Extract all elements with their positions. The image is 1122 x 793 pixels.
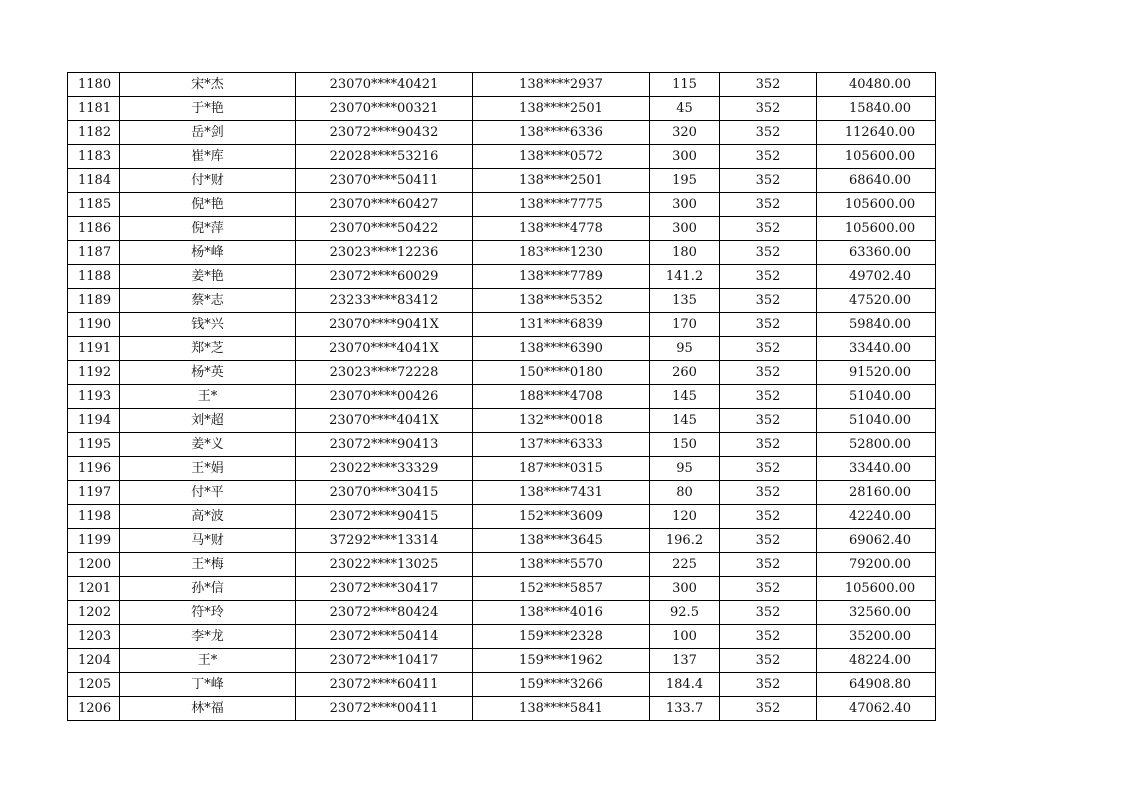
table-row — [68, 625, 936, 649]
amount-cell: 47520.00 — [817, 289, 936, 313]
unit-price-cell: 352 — [720, 673, 817, 697]
row-number-cell: 1189 — [68, 289, 120, 313]
name-cell: 岳*剑 — [120, 121, 296, 145]
quantity-cell: 141.2 — [650, 265, 720, 289]
name-cell: 符*玲 — [120, 601, 296, 625]
row-number-cell: 1198 — [68, 505, 120, 529]
phone-cell: 152****3609 — [473, 505, 650, 529]
amount-cell: 112640.00 — [817, 121, 936, 145]
row-number-cell: 1191 — [68, 337, 120, 361]
phone-cell: 138****7789 — [473, 265, 650, 289]
quantity-cell: 100 — [650, 625, 720, 649]
table-row — [68, 121, 936, 145]
row-number-cell: 1201 — [68, 577, 120, 601]
table-row — [68, 697, 936, 721]
phone-cell: 152****5857 — [473, 577, 650, 601]
unit-price-cell: 352 — [720, 409, 817, 433]
row-number-cell: 1187 — [68, 241, 120, 265]
unit-price-cell: 352 — [720, 385, 817, 409]
quantity-cell: 184.4 — [650, 673, 720, 697]
quantity-cell: 133.7 — [650, 697, 720, 721]
id-number-cell: 37292****13314 — [296, 529, 473, 553]
amount-cell: 28160.00 — [817, 481, 936, 505]
table-row — [68, 529, 936, 553]
amount-cell: 59840.00 — [817, 313, 936, 337]
table-row — [68, 193, 936, 217]
table-row — [68, 457, 936, 481]
name-cell: 王* — [120, 385, 296, 409]
amount-cell: 15840.00 — [817, 97, 936, 121]
unit-price-cell: 352 — [720, 265, 817, 289]
name-cell: 郑*芝 — [120, 337, 296, 361]
amount-cell: 64908.80 — [817, 673, 936, 697]
table-row — [68, 577, 936, 601]
phone-cell: 159****2328 — [473, 625, 650, 649]
id-number-cell: 23023****12236 — [296, 241, 473, 265]
table-row — [68, 145, 936, 169]
row-number-cell: 1183 — [68, 145, 120, 169]
name-cell: 崔*库 — [120, 145, 296, 169]
amount-cell: 68640.00 — [817, 169, 936, 193]
name-cell: 付*财 — [120, 169, 296, 193]
phone-cell: 138****6390 — [473, 337, 650, 361]
name-cell: 宋*杰 — [120, 73, 296, 97]
name-cell: 高*波 — [120, 505, 296, 529]
unit-price-cell: 352 — [720, 577, 817, 601]
name-cell: 王*娟 — [120, 457, 296, 481]
id-number-cell: 23072****90432 — [296, 121, 473, 145]
row-number-cell: 1197 — [68, 481, 120, 505]
unit-price-cell: 352 — [720, 289, 817, 313]
row-number-cell: 1200 — [68, 553, 120, 577]
row-number-cell: 1196 — [68, 457, 120, 481]
id-number-cell: 23022****33329 — [296, 457, 473, 481]
quantity-cell: 135 — [650, 289, 720, 313]
phone-cell: 159****3266 — [473, 673, 650, 697]
unit-price-cell: 352 — [720, 361, 817, 385]
id-number-cell: 23072****50414 — [296, 625, 473, 649]
unit-price-cell: 352 — [720, 457, 817, 481]
row-number-cell: 1203 — [68, 625, 120, 649]
name-cell: 刘*超 — [120, 409, 296, 433]
table-row — [68, 673, 936, 697]
id-number-cell: 23070****50422 — [296, 217, 473, 241]
table-row — [68, 313, 936, 337]
phone-cell: 138****7431 — [473, 481, 650, 505]
phone-cell: 138****7775 — [473, 193, 650, 217]
id-number-cell: 23072****60411 — [296, 673, 473, 697]
quantity-cell: 260 — [650, 361, 720, 385]
unit-price-cell: 352 — [720, 481, 817, 505]
phone-cell: 132****0018 — [473, 409, 650, 433]
amount-cell: 48224.00 — [817, 649, 936, 673]
id-number-cell: 23070****4041X — [296, 409, 473, 433]
amount-cell: 105600.00 — [817, 577, 936, 601]
amount-cell: 40480.00 — [817, 73, 936, 97]
phone-cell: 138****6336 — [473, 121, 650, 145]
phone-cell: 187****0315 — [473, 457, 650, 481]
name-cell: 王*梅 — [120, 553, 296, 577]
row-number-cell: 1195 — [68, 433, 120, 457]
id-number-cell: 22028****53216 — [296, 145, 473, 169]
table-row — [68, 409, 936, 433]
id-number-cell: 23070****00321 — [296, 97, 473, 121]
quantity-cell: 145 — [650, 409, 720, 433]
id-number-cell: 23070****50411 — [296, 169, 473, 193]
table-row — [68, 481, 936, 505]
table-row — [68, 361, 936, 385]
quantity-cell: 300 — [650, 577, 720, 601]
amount-cell: 33440.00 — [817, 457, 936, 481]
quantity-cell: 196.2 — [650, 529, 720, 553]
amount-cell: 47062.40 — [817, 697, 936, 721]
row-number-cell: 1186 — [68, 217, 120, 241]
id-number-cell: 23070****4041X — [296, 337, 473, 361]
phone-cell: 138****5352 — [473, 289, 650, 313]
unit-price-cell: 352 — [720, 313, 817, 337]
table-row — [68, 553, 936, 577]
name-cell: 杨*英 — [120, 361, 296, 385]
id-number-cell: 23070****60427 — [296, 193, 473, 217]
unit-price-cell: 352 — [720, 505, 817, 529]
id-number-cell: 23072****90415 — [296, 505, 473, 529]
phone-cell: 138****5570 — [473, 553, 650, 577]
phone-cell: 131****6839 — [473, 313, 650, 337]
id-number-cell: 23072****90413 — [296, 433, 473, 457]
amount-cell: 69062.40 — [817, 529, 936, 553]
unit-price-cell: 352 — [720, 169, 817, 193]
amount-cell: 32560.00 — [817, 601, 936, 625]
table-row — [68, 73, 936, 97]
table-body — [68, 73, 936, 721]
unit-price-cell: 352 — [720, 217, 817, 241]
amount-cell: 79200.00 — [817, 553, 936, 577]
quantity-cell: 300 — [650, 217, 720, 241]
phone-cell: 138****4778 — [473, 217, 650, 241]
quantity-cell: 120 — [650, 505, 720, 529]
amount-cell: 63360.00 — [817, 241, 936, 265]
row-number-cell: 1194 — [68, 409, 120, 433]
name-cell: 姜*义 — [120, 433, 296, 457]
phone-cell: 150****0180 — [473, 361, 650, 385]
phone-cell: 137****6333 — [473, 433, 650, 457]
quantity-cell: 145 — [650, 385, 720, 409]
table-row — [68, 601, 936, 625]
row-number-cell: 1193 — [68, 385, 120, 409]
unit-price-cell: 352 — [720, 193, 817, 217]
quantity-cell: 95 — [650, 457, 720, 481]
unit-price-cell: 352 — [720, 433, 817, 457]
name-cell: 马*财 — [120, 529, 296, 553]
id-number-cell: 23022****13025 — [296, 553, 473, 577]
name-cell: 王* — [120, 649, 296, 673]
row-number-cell: 1182 — [68, 121, 120, 145]
amount-cell: 105600.00 — [817, 217, 936, 241]
id-number-cell: 23072****10417 — [296, 649, 473, 673]
table-row — [68, 505, 936, 529]
quantity-cell: 300 — [650, 145, 720, 169]
id-number-cell: 23070****30415 — [296, 481, 473, 505]
quantity-cell: 95 — [650, 337, 720, 361]
quantity-cell: 180 — [650, 241, 720, 265]
quantity-cell: 115 — [650, 73, 720, 97]
unit-price-cell: 352 — [720, 97, 817, 121]
name-cell: 李*龙 — [120, 625, 296, 649]
id-number-cell: 23070****40421 — [296, 73, 473, 97]
unit-price-cell: 352 — [720, 649, 817, 673]
row-number-cell: 1180 — [68, 73, 120, 97]
table-row — [68, 97, 936, 121]
name-cell: 钱*兴 — [120, 313, 296, 337]
phone-cell: 138****4016 — [473, 601, 650, 625]
name-cell: 姜*艳 — [120, 265, 296, 289]
id-number-cell: 23023****72228 — [296, 361, 473, 385]
quantity-cell: 170 — [650, 313, 720, 337]
table-row — [68, 289, 936, 313]
quantity-cell: 225 — [650, 553, 720, 577]
row-number-cell: 1188 — [68, 265, 120, 289]
phone-cell: 138****0572 — [473, 145, 650, 169]
amount-cell: 49702.40 — [817, 265, 936, 289]
row-number-cell: 1184 — [68, 169, 120, 193]
name-cell: 丁*峰 — [120, 673, 296, 697]
unit-price-cell: 352 — [720, 145, 817, 169]
amount-cell: 52800.00 — [817, 433, 936, 457]
phone-cell: 159****1962 — [473, 649, 650, 673]
phone-cell: 138****2501 — [473, 169, 650, 193]
amount-cell: 105600.00 — [817, 145, 936, 169]
row-number-cell: 1192 — [68, 361, 120, 385]
amount-cell: 33440.00 — [817, 337, 936, 361]
table-row — [68, 649, 936, 673]
row-number-cell: 1199 — [68, 529, 120, 553]
unit-price-cell: 352 — [720, 337, 817, 361]
row-number-cell: 1205 — [68, 673, 120, 697]
id-number-cell: 23070****9041X — [296, 313, 473, 337]
name-cell: 孙*信 — [120, 577, 296, 601]
unit-price-cell: 352 — [720, 121, 817, 145]
id-number-cell: 23072****60029 — [296, 265, 473, 289]
name-cell: 付*平 — [120, 481, 296, 505]
amount-cell: 42240.00 — [817, 505, 936, 529]
row-number-cell: 1206 — [68, 697, 120, 721]
amount-cell: 51040.00 — [817, 385, 936, 409]
row-number-cell: 1185 — [68, 193, 120, 217]
amount-cell: 105600.00 — [817, 193, 936, 217]
row-number-cell: 1204 — [68, 649, 120, 673]
table-row — [68, 385, 936, 409]
name-cell: 倪*艳 — [120, 193, 296, 217]
table-row — [68, 433, 936, 457]
phone-cell: 183****1230 — [473, 241, 650, 265]
row-number-cell: 1190 — [68, 313, 120, 337]
quantity-cell: 45 — [650, 97, 720, 121]
quantity-cell: 92.5 — [650, 601, 720, 625]
quantity-cell: 150 — [650, 433, 720, 457]
table-row — [68, 337, 936, 361]
quantity-cell: 195 — [650, 169, 720, 193]
id-number-cell: 23072****00411 — [296, 697, 473, 721]
unit-price-cell: 352 — [720, 625, 817, 649]
id-number-cell: 23233****83412 — [296, 289, 473, 313]
unit-price-cell: 352 — [720, 241, 817, 265]
table-row — [68, 169, 936, 193]
row-number-cell: 1202 — [68, 601, 120, 625]
quantity-cell: 137 — [650, 649, 720, 673]
unit-price-cell: 352 — [720, 73, 817, 97]
table-row — [68, 265, 936, 289]
row-number-cell: 1181 — [68, 97, 120, 121]
id-number-cell: 23072****80424 — [296, 601, 473, 625]
phone-cell: 188****4708 — [473, 385, 650, 409]
table-row — [68, 217, 936, 241]
unit-price-cell: 352 — [720, 697, 817, 721]
quantity-cell: 80 — [650, 481, 720, 505]
phone-cell: 138****2937 — [473, 73, 650, 97]
name-cell: 于*艳 — [120, 97, 296, 121]
id-number-cell: 23070****00426 — [296, 385, 473, 409]
name-cell: 蔡*志 — [120, 289, 296, 313]
unit-price-cell: 352 — [720, 601, 817, 625]
table-row — [68, 241, 936, 265]
name-cell: 杨*峰 — [120, 241, 296, 265]
data-table — [67, 72, 936, 721]
amount-cell: 35200.00 — [817, 625, 936, 649]
quantity-cell: 300 — [650, 193, 720, 217]
amount-cell: 51040.00 — [817, 409, 936, 433]
name-cell: 林*福 — [120, 697, 296, 721]
quantity-cell: 320 — [650, 121, 720, 145]
unit-price-cell: 352 — [720, 529, 817, 553]
phone-cell: 138****3645 — [473, 529, 650, 553]
unit-price-cell: 352 — [720, 553, 817, 577]
name-cell: 倪*萍 — [120, 217, 296, 241]
phone-cell: 138****2501 — [473, 97, 650, 121]
amount-cell: 91520.00 — [817, 361, 936, 385]
id-number-cell: 23072****30417 — [296, 577, 473, 601]
phone-cell: 138****5841 — [473, 697, 650, 721]
